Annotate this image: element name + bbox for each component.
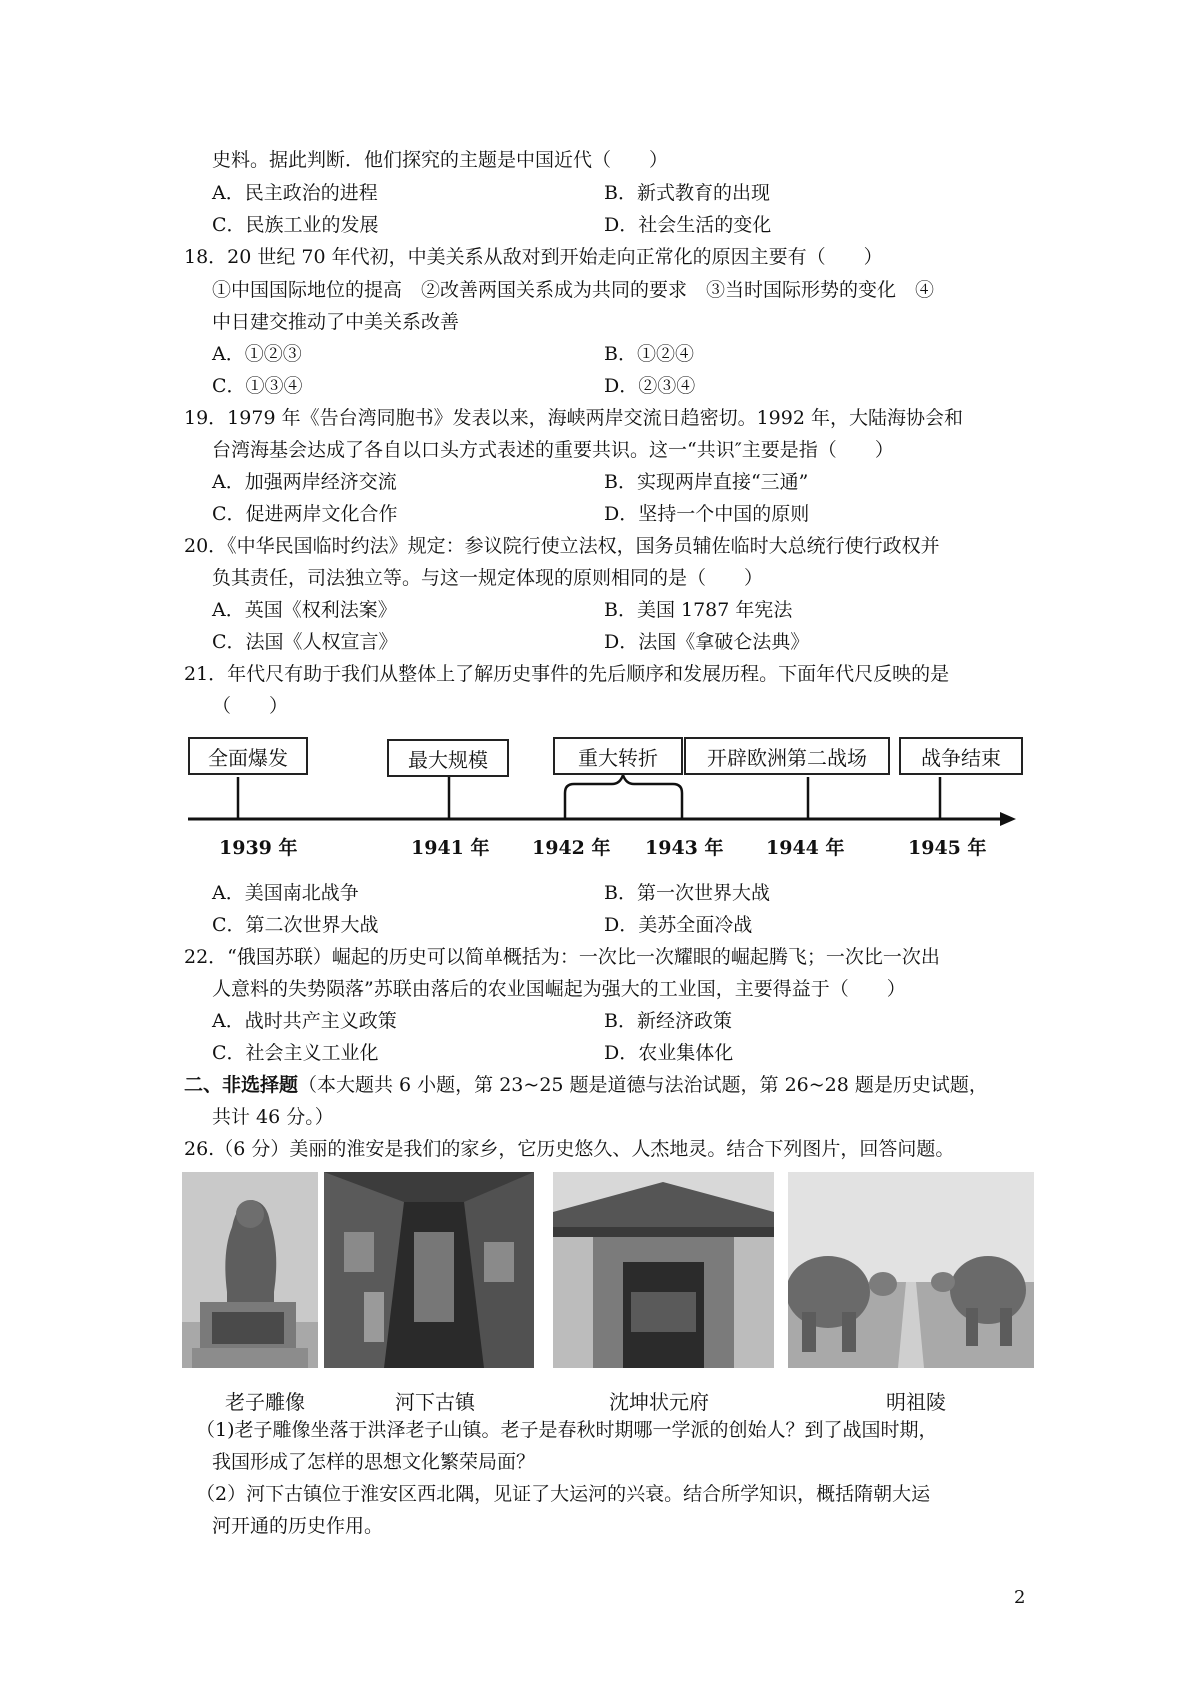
brace-1942-1943	[565, 775, 682, 819]
year-label-1944: 1944 年	[766, 837, 845, 859]
caption-hexia-ancient-town: 河下古镇	[395, 1390, 475, 1414]
q22-stem: 22．“俄国苏联）崛起的历史可以简单概括为：一次比一次耀眼的崛起腾飞；一次比一次出	[184, 946, 940, 968]
photo-hexia-ancient-town	[324, 1172, 534, 1368]
q20-option-b: B．美国 1787 年宪法	[604, 599, 793, 621]
q17-option-c: C．民族工业的发展	[212, 214, 379, 236]
photo-ming-ancestral-tomb	[788, 1172, 1034, 1368]
q19-option-b: B．实现两岸直接“三通”	[604, 471, 809, 493]
q20-stem-cont: 负其责任，司法独立等。与这一规定体现的原则相同的是（ ）	[212, 567, 764, 589]
q18-option-d: D．②③④	[604, 375, 696, 397]
event-box-1944: 开辟欧洲第二战场	[684, 737, 890, 775]
q21-option-d: D．美苏全面冷战	[604, 914, 753, 936]
q22-option-b: B．新经济政策	[604, 1010, 732, 1032]
event-box-1945: 战争结束	[899, 737, 1023, 775]
q19-option-c: C．促进两岸文化合作	[212, 503, 398, 525]
q20-option-c: C．法国《人权宣言》	[212, 631, 398, 653]
q21-stem-cont: （ ）	[212, 695, 289, 717]
q18-option-c: C．①③④	[212, 375, 303, 397]
q21-stem: 21．年代尺有助于我们从整体上了解历史事件的先后顺序和发展历程。下面年代尺反映的是	[184, 663, 950, 685]
event-box-1941: 最大规模	[387, 739, 509, 777]
q19-stem: 19．1979 年《告台湾同胞书》发表以来，海峡两岸交流日趋密切。1992 年，大陆海协会和	[184, 407, 963, 429]
q17-stem-tail: 史料。据此判断．他们探究的主题是中国近代（ ）	[212, 149, 669, 171]
caption-shenkun-mansion: 沈坤状元府	[609, 1390, 709, 1414]
year-label-1939: 1939 年	[219, 837, 298, 859]
q20-option-a: A．英国《权利法案》	[212, 599, 397, 621]
q18-option-b: B．①②④	[604, 343, 694, 365]
year-label-1942: 1942 年	[532, 837, 611, 859]
page-number: 2	[1014, 1587, 1026, 1608]
q18-option-a: A．①②③	[212, 343, 302, 365]
q19-option-d: D．坚持一个中国的原则	[604, 503, 810, 525]
section-2-title: 二、非选择题	[184, 1074, 299, 1096]
photo-laozi-statue	[182, 1172, 318, 1368]
q17-option-b: B．新式教育的出现	[604, 182, 770, 204]
q17-option-d: D．社会生活的变化	[604, 214, 772, 236]
section-2-heading	[184, 1073, 988, 1097]
event-box-1939: 全面爆发	[188, 737, 308, 775]
q21-option-b: B．第一次世界大战	[604, 882, 770, 904]
q17-option-a: A．民主政治的进程	[212, 182, 378, 204]
q20-stem: 20．《中华民国临时约法》规定：参议院行使立法权，国务员辅佐临时大总统行使行政权并	[184, 535, 940, 557]
q26-sub1-cont: 我国形成了怎样的思想文化繁荣局面？	[212, 1451, 536, 1473]
q26-stem: 26.（6 分）美丽的淮安是我们的家乡，它历史悠久、人杰地灵。结合下列图片，回答问题。	[184, 1138, 955, 1160]
q21-option-a: A．美国南北战争	[212, 882, 359, 904]
q26-sub2-cont: 河开通的历史作用。	[212, 1515, 384, 1537]
caption-ming-ancestral-tomb: 明祖陵	[886, 1390, 946, 1414]
q18-statements-cont: 中日建交推动了中美关系改善	[212, 311, 460, 333]
q20-option-d: D．法国《拿破仑法典》	[604, 631, 810, 653]
q21-option-c: C．第二次世界大战	[212, 914, 379, 936]
q19-stem-cont: 台湾海基会达成了各自以口头方式表述的重要共识。这一“共识″主要是指（ ）	[212, 439, 894, 461]
q26-sub2: （2）河下古镇位于淮安区西北隅，见证了大运河的兴衰。结合所学知识，概括隋朝大运	[196, 1483, 931, 1505]
year-label-1943: 1943 年	[645, 837, 724, 859]
year-label-1941: 1941 年	[411, 837, 490, 859]
event-box-1942-1943: 重大转折	[553, 737, 683, 775]
caption-laozi-statue: 老子雕像	[225, 1390, 305, 1414]
q22-option-a: A．战时共产主义政策	[212, 1010, 397, 1032]
q26-sub1: （1)老子雕像坐落于洪泽老子山镇。老子是春秋时期哪一学派的创始人？到了战国时期，	[196, 1419, 938, 1441]
section-2-desc: （本大题共 6 小题，第 23~25 题是道德与法治试题，第 26~28 题是历史试题，	[298, 1074, 988, 1096]
photo-shenkun-mansion	[553, 1172, 774, 1368]
timeline-arrowhead	[1000, 812, 1016, 826]
q19-option-a: A．加强两岸经济交流	[212, 471, 397, 493]
q18-statements: ①中国国际地位的提高 ②改善两国关系成为共同的要求 ③当时国际形势的变化 ④	[212, 279, 935, 301]
q22-option-c: C．社会主义工业化	[212, 1042, 379, 1064]
year-label-1945: 1945 年	[908, 837, 987, 859]
section-2-desc-cont: 共计 46 分。）	[212, 1106, 334, 1128]
q22-option-d: D．农业集体化	[604, 1042, 734, 1064]
q18-stem: 18．20 世纪 70 年代初，中美关系从敌对到开始走向正常化的原因主要有（ ）	[184, 246, 883, 268]
q22-stem-cont: 人意料的失势陨落”苏联由落后的农业国崛起为强大的工业国，主要得益于（ ）	[212, 978, 906, 1000]
